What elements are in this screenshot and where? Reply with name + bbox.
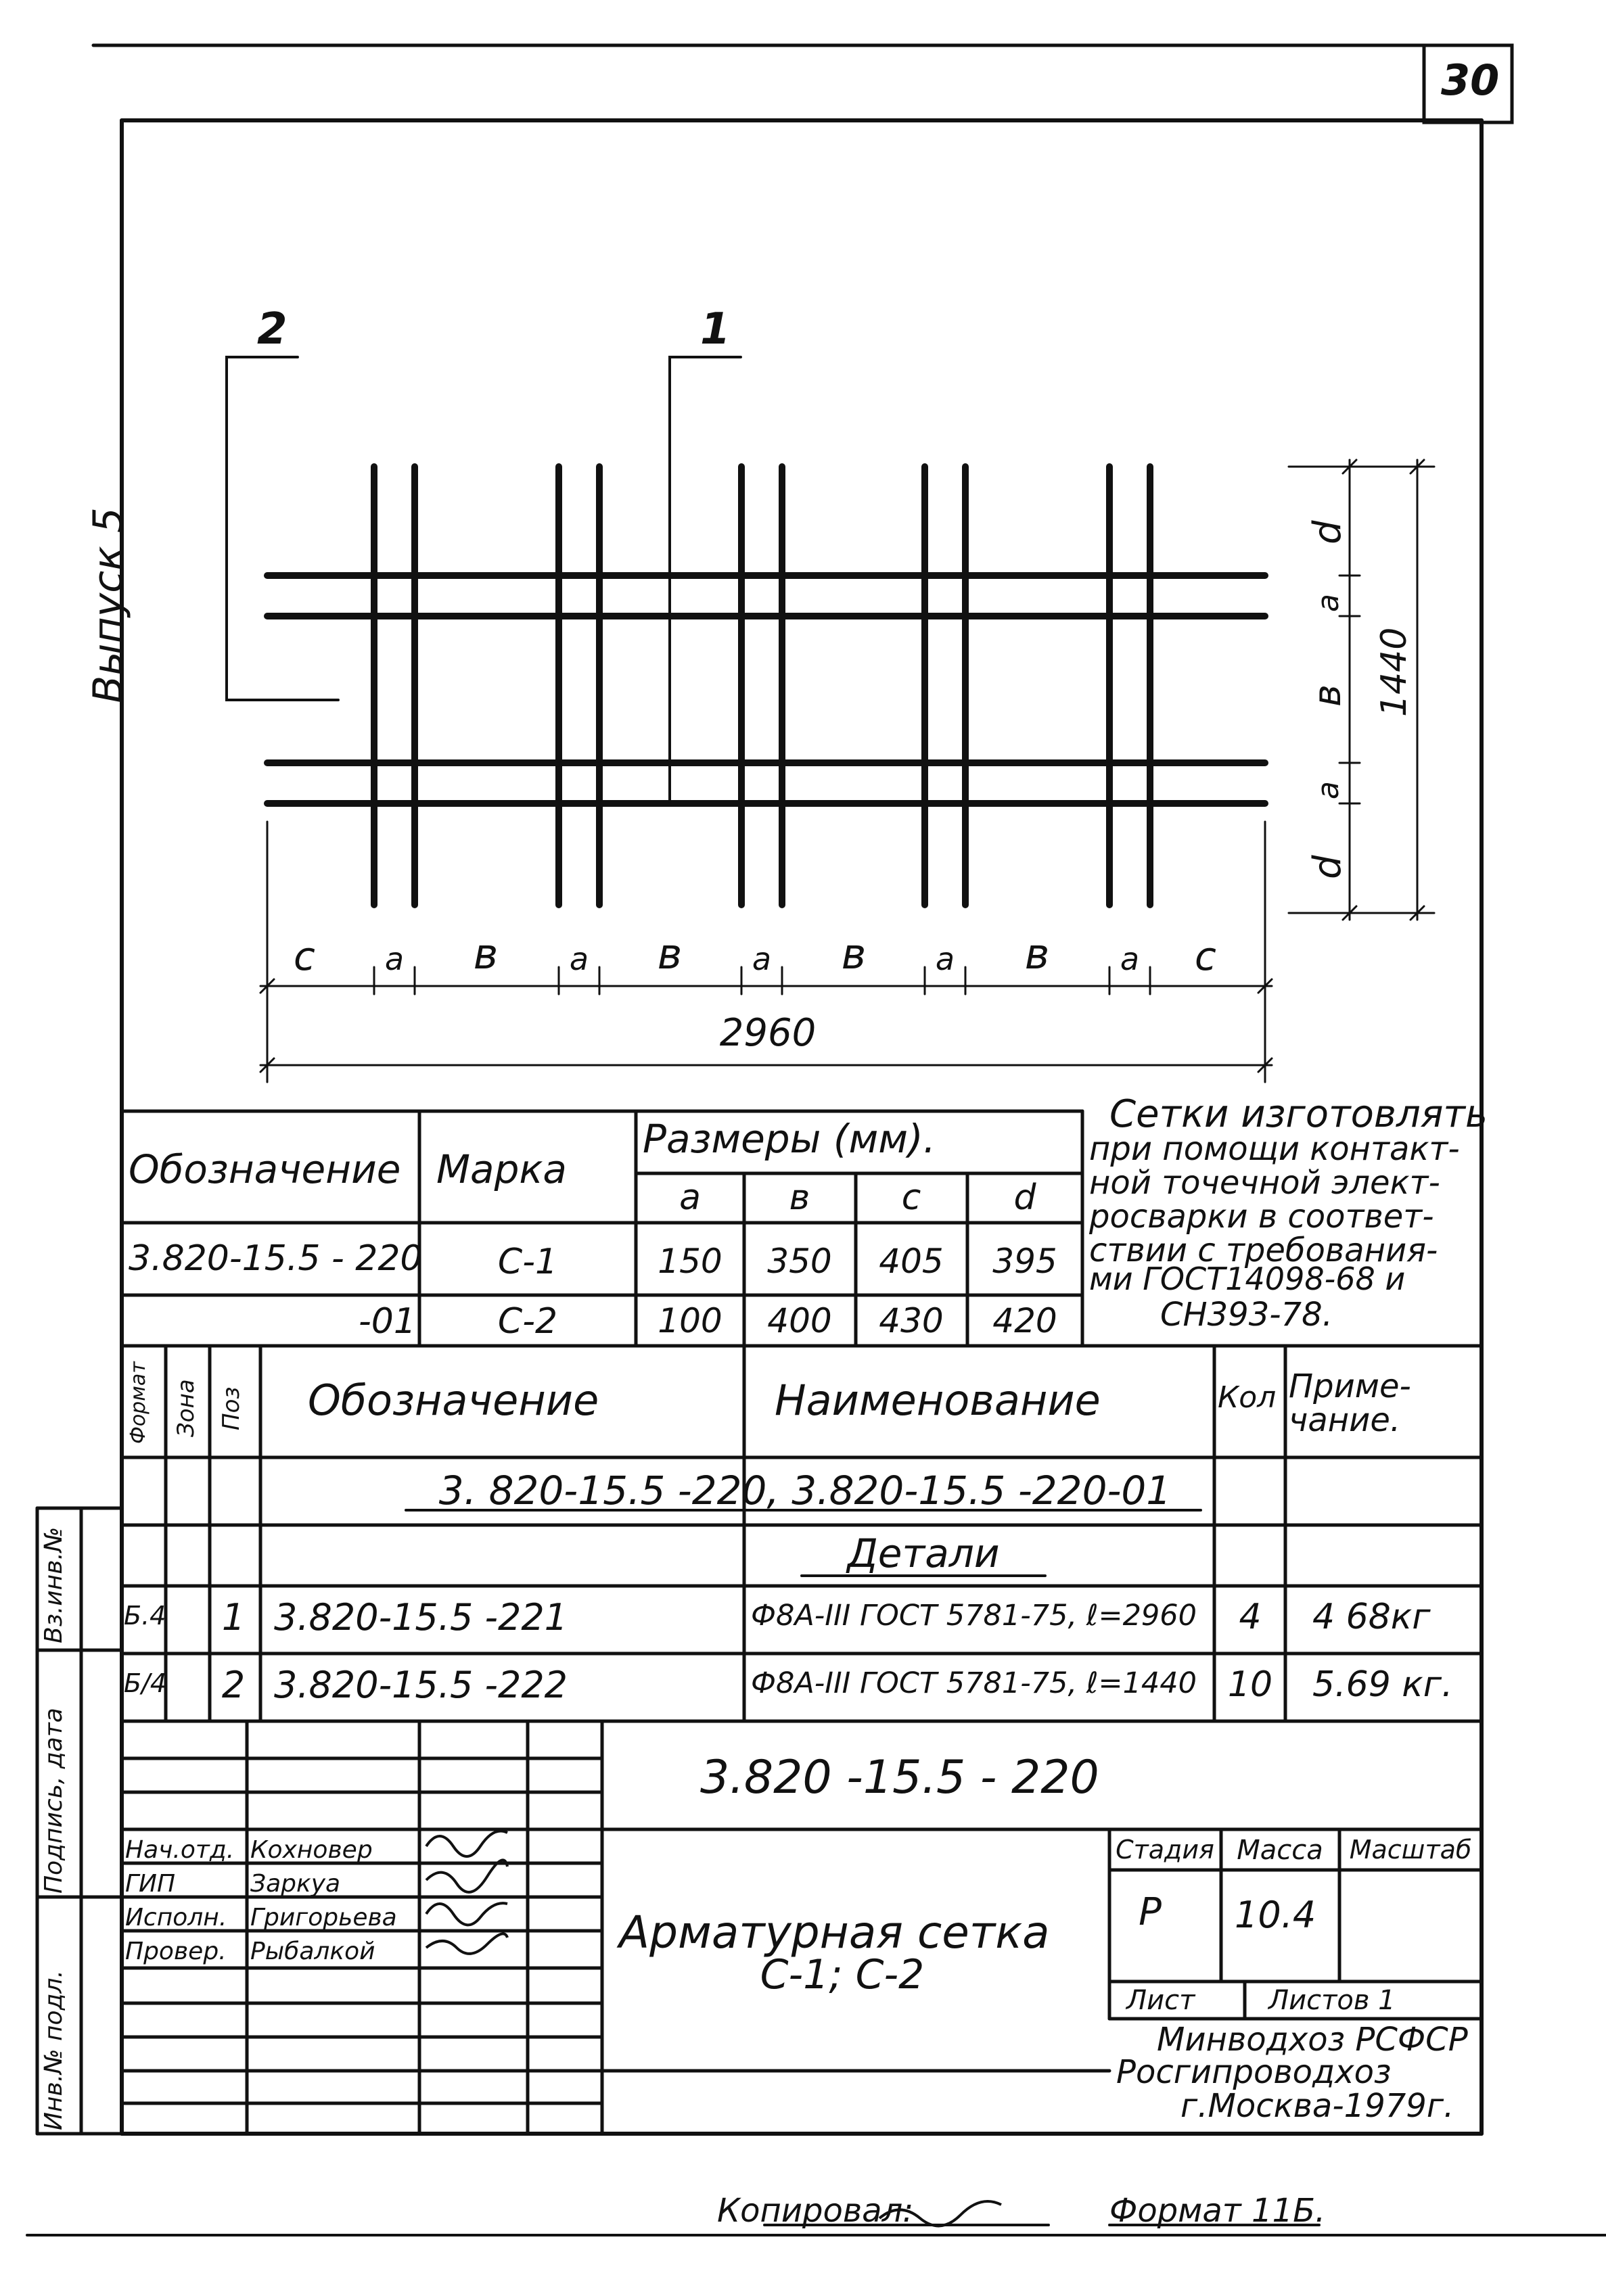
callout-1: 1	[700, 304, 731, 354]
note-line: СН393-78.	[1160, 1296, 1333, 1334]
dim-letter: c	[1195, 933, 1216, 979]
mass-label: Масса	[1237, 1835, 1323, 1866]
note-line: ной точечной элект-	[1089, 1164, 1440, 1202]
dim-letter: в	[473, 929, 499, 979]
sizes-col-sizes: Размеры (мм).	[643, 1116, 936, 1162]
drawing-subtitle: С-1; С-2	[760, 1951, 925, 1998]
spec-row-note: 4 68кг	[1312, 1597, 1431, 1637]
role-name: Григорьева	[250, 1904, 397, 1931]
sizes-row-mark: С-1	[497, 1242, 558, 1282]
sizes-subheader: в	[789, 1177, 810, 1218]
footer-copied: Копировал:	[717, 2192, 914, 2230]
spec-section-title: Детали	[847, 1530, 1000, 1576]
spec-col-pos: Поз	[218, 1386, 245, 1430]
sizes-row-a: 100	[658, 1301, 722, 1340]
dim-letter: a	[1311, 594, 1346, 612]
total-width-dimension: 2960	[719, 1011, 817, 1055]
dim-letter: d	[1306, 520, 1350, 544]
dim-letter: в	[841, 929, 867, 979]
sizes-row-designation: 3.820-15.5 - 220	[129, 1238, 423, 1279]
role-label: ГИП	[125, 1870, 176, 1898]
left-strip-inv: Инв.№ подл.	[40, 1970, 68, 2130]
footer-format: Формат 11Б.	[1109, 2192, 1326, 2230]
role-name: Заркуа	[250, 1870, 341, 1898]
org-line: Минводхоз РСФСР	[1157, 2021, 1468, 2059]
spec-row-pos: 1	[221, 1596, 246, 1639]
role-label: Нач.отд.	[125, 1836, 235, 1864]
dim-letter: c	[294, 933, 315, 979]
org-line: г.Москва-1979г.	[1180, 2087, 1454, 2125]
note-line: ствии с требования-	[1089, 1232, 1438, 1269]
sizes-row-designation: -01	[359, 1301, 416, 1342]
sizes-subheader: d	[1013, 1177, 1036, 1218]
dim-letter: в	[1024, 929, 1050, 979]
stage-value: Р	[1139, 1890, 1162, 1934]
spec-row-format: Б/4	[124, 1668, 167, 1698]
spec-row-qty: 10	[1227, 1664, 1273, 1705]
dim-letter: a	[1311, 781, 1346, 799]
spec-row-note: 5.69 кг.	[1312, 1664, 1453, 1705]
sizes-subheader: a	[679, 1177, 701, 1218]
sizes-row-c: 430	[879, 1301, 944, 1340]
scale-label: Масштаб	[1349, 1835, 1472, 1865]
sizes-row-c: 405	[879, 1242, 944, 1281]
total-height-dimension: 1440	[1374, 627, 1415, 717]
spec-row-pos: 2	[221, 1664, 246, 1706]
role-label: Исполн.	[125, 1904, 227, 1931]
dim-letter: d	[1306, 855, 1350, 879]
spec-row-name: Ф8А-III ГОСТ 5781-75, ℓ=2960	[751, 1599, 1197, 1633]
spec-row-format: Б.4	[124, 1601, 166, 1631]
dim-letter: a	[935, 941, 955, 977]
spec-row-name: Ф8А-III ГОСТ 5781-75, ℓ=1440	[751, 1666, 1197, 1700]
note-line: Сетки изготовлять	[1109, 1092, 1488, 1136]
dim-letter: a	[1120, 941, 1140, 977]
sizes-row-d: 420	[992, 1301, 1057, 1340]
drawing-code: 3.820 -15.5 - 220	[700, 1751, 1099, 1804]
callout-2: 2	[257, 304, 288, 354]
sheet-number: 30	[1441, 55, 1500, 105]
spec-col-format: Формат	[127, 1361, 150, 1444]
sizes-subheader: c	[901, 1177, 921, 1218]
spec-col-name: Наименование	[775, 1376, 1101, 1425]
signature-2	[426, 1860, 507, 1892]
sizes-row-b: 350	[767, 1242, 832, 1281]
spec-col-zone: Зона	[173, 1379, 200, 1437]
stage-label: Стадия	[1116, 1835, 1214, 1865]
spec-row-designation: 3.820-15.5 -222	[274, 1664, 568, 1706]
dim-letter: в	[657, 929, 683, 979]
spec-col-qty: Кол	[1218, 1380, 1277, 1415]
signature-4	[426, 1934, 507, 1954]
spec-col-note: Приме- чание.	[1289, 1367, 1411, 1440]
spec-assembly-line: 3. 820-15.5 -220, 3.820-15.5 -220-01	[438, 1468, 1172, 1514]
role-name: Рыбалкой	[250, 1938, 375, 1965]
org-line: Росгипроводхоз	[1116, 2053, 1392, 2091]
sizes-row-a: 150	[658, 1242, 722, 1281]
signature-1	[426, 1831, 507, 1857]
role-label: Провер.	[125, 1938, 227, 1965]
sizes-col-designation: Обозначение	[129, 1146, 401, 1192]
dim-letter: в	[1306, 684, 1350, 707]
left-strip-ref: Вз.инв.№	[40, 1526, 68, 1643]
note-line: росварки в соответ-	[1089, 1198, 1434, 1236]
side-label: Выпуск 5	[85, 507, 132, 703]
note-line: ми ГОСТ14098-68 и	[1089, 1261, 1406, 1297]
sizes-row-d: 395	[992, 1242, 1057, 1281]
note-line: при помощи контакт-	[1089, 1130, 1460, 1168]
signature-3	[426, 1903, 507, 1925]
left-strip-sign: Подпись, дата	[40, 1708, 68, 1894]
drawing-title: Арматурная сетка	[619, 1906, 1050, 1959]
mass-value: 10.4	[1235, 1894, 1316, 1936]
sheets-label: Листов 1	[1268, 1985, 1396, 2016]
sizes-row-b: 400	[767, 1301, 832, 1340]
sizes-row-mark: С-2	[497, 1301, 558, 1342]
spec-row-qty: 4	[1239, 1597, 1262, 1637]
spec-row-designation: 3.820-15.5 -221	[274, 1596, 568, 1639]
role-name: Кохновер	[250, 1836, 373, 1864]
spec-col-designation: Обозначение	[308, 1376, 599, 1425]
dim-letter: a	[384, 941, 405, 977]
dim-letter: a	[569, 941, 589, 977]
sheet-label: Лист	[1126, 1985, 1195, 2016]
sizes-col-mark: Марка	[436, 1146, 567, 1192]
dim-letter: a	[752, 941, 772, 977]
